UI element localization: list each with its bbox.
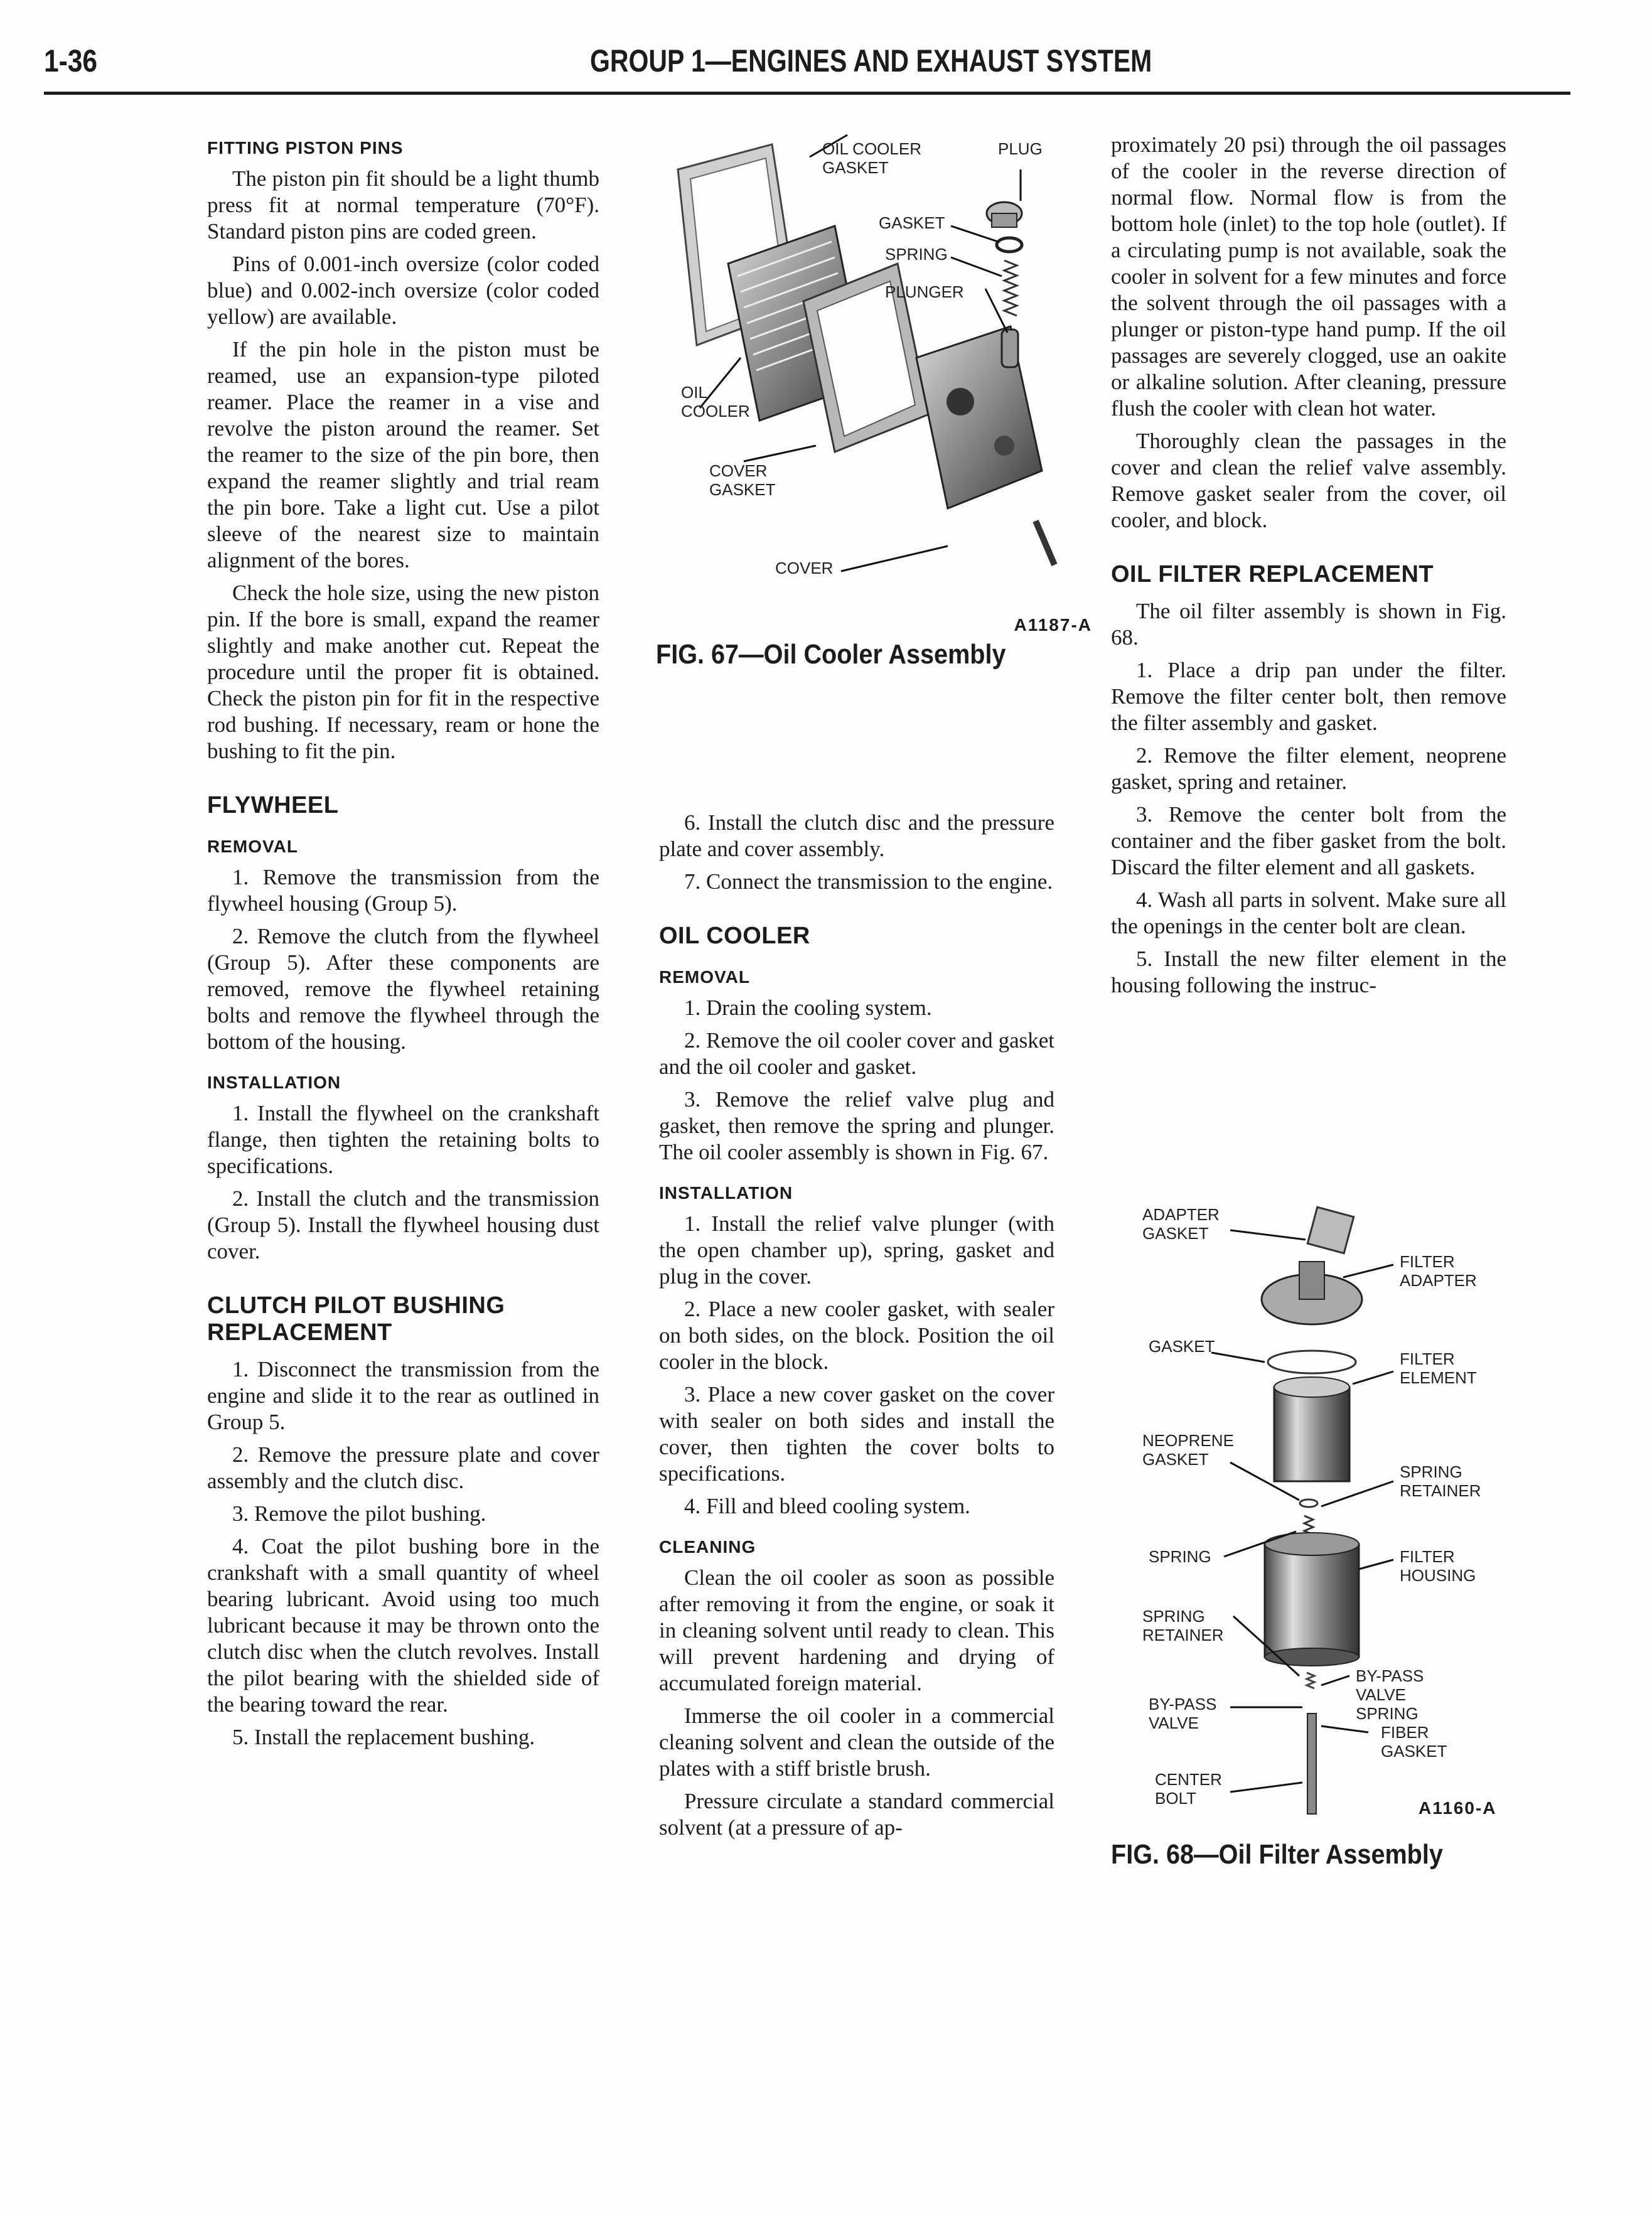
step-item: 2. Install the clutch and the transmission (Group 5). Install the flywheel housing dust cover. — [207, 1186, 599, 1263]
label-neoprene-gasket: NEOPRENE GASKET — [1142, 1431, 1234, 1469]
label-adapter-gasket: ADAPTER GASKET — [1142, 1205, 1220, 1243]
label-gasket: GASKET — [879, 213, 945, 232]
paragraph: Immerse the oil cooler in a commercial cleaning solvent and clean the outside of the plates with a stiff bristle brush. — [659, 1703, 1054, 1781]
paragraph: If the pin hole in the piston must be reamed, use an expansion-type piloted reamer. Place the reamer in a vise and revolve the piston around the reamer. Set the reamer to the size of the pin bore, then expand the reamer slightly and trial ream the pin bore. Take a light cut. Use a pilot sleeve of the nearest size to maintain alignment of the bores. — [207, 337, 599, 572]
heading-removal: REMOVAL — [659, 967, 750, 987]
label-spring: SPRING — [1149, 1547, 1211, 1566]
paragraph: proximately 20 psi) through the oil passages of the cooler in the reverse direction of normal flow. Normal flow is from the bottom hole (inlet) to the top hole (outlet). If a circulating pump is not available, soak the cooler in solvent for a few minutes and force the solvent through the oil passages with a plunger or piston-type hand pump. If the oil passages are severely clogged, use an oakite or alkaline solution. After cleaning, pressure flush the cooler with clean hot water. — [1111, 132, 1506, 421]
spring-part — [1004, 260, 1017, 316]
label-oil-cooler: OIL COOLER — [681, 383, 750, 421]
heading-removal: REMOVAL — [207, 837, 298, 856]
heading-cleaning: CLEANING — [659, 1537, 756, 1557]
figure-67-caption: FIG. 67—Oil Cooler Assembly — [656, 639, 1006, 670]
label-gasket: GASKET — [1149, 1337, 1215, 1356]
plug-part — [987, 202, 1022, 227]
label-plug: PLUG — [998, 139, 1043, 158]
step-item: 2. Remove the filter element, neoprene gasket, spring and retainer. — [1111, 743, 1506, 794]
label-center-bolt: CENTER BOLT — [1155, 1770, 1222, 1808]
filter-adapter-part — [1262, 1262, 1362, 1324]
heading-clutch-pilot-bushing: CLUTCH PILOT BUSHING REPLACEMENT — [207, 1292, 505, 1346]
gasket-ring-part — [997, 238, 1022, 252]
step-item: 2. Remove the pressure plate and cover assembly and the clutch disc. — [207, 1442, 599, 1493]
plunger-part — [1002, 330, 1018, 367]
step-item: 5. Install the new filter element in the housing following the instruc- — [1111, 947, 1506, 997]
step-item: 4. Coat the pilot bushing bore in the crankshaft with a small quantity of wheel bearing lubricant. Avoid using too much lubricant because it may be thrown onto the clutch disc when the clutch revolves. Install the pilot bearing with the shielded side of the bearing toward the rear. — [207, 1534, 599, 1717]
label-spring: SPRING — [885, 245, 948, 264]
paragraph: The oil filter assembly is shown in Fig. 68. — [1111, 599, 1506, 650]
step-item: 2. Place a new cooler gasket, with sealer on both sides, on the block. Position the oil cooler in the block. — [659, 1297, 1054, 1374]
column-3 — [1111, 132, 1506, 1005]
filter-housing-part — [1265, 1533, 1359, 1666]
step-item: 7. Connect the transmission to the engine. — [684, 869, 1053, 894]
page-number: 1-36 — [44, 43, 98, 78]
figure-code: A1160-A — [1419, 1798, 1497, 1818]
step-item: 1. Disconnect the transmission from the engine and slide it to the rear as outlined in Group 5. — [207, 1357, 599, 1434]
neoprene-gasket-part — [1300, 1499, 1317, 1507]
bypass-valve-spring-part — [1307, 1673, 1314, 1688]
gasket-ring-part — [1268, 1351, 1356, 1373]
heading-installation: INSTALLATION — [659, 1183, 793, 1203]
group-title: GROUP 1—ENGINES AND EXHAUST SYSTEM — [590, 43, 1152, 78]
heading-oil-cooler: OIL COOLER — [659, 923, 810, 949]
step-item: 5. Install the replacement bushing. — [232, 1725, 535, 1749]
label-bypass-valve: BY-PASS VALVE — [1149, 1695, 1217, 1732]
column-1 — [207, 132, 599, 1757]
column-2 — [659, 810, 1054, 1847]
step-item: 4. Fill and bleed cooling system. — [684, 1494, 970, 1518]
header-rule — [44, 92, 1570, 95]
step-item: 3. Remove the center bolt from the container and the fiber gasket from the bolt. Discard the filter element and all gaskets. — [1111, 802, 1506, 879]
paragraph: Thoroughly clean the passages in the cover and clean the relief valve assembly. Remove gasket sealer from the cover, oil cooler, and block. — [1111, 429, 1506, 532]
heading-installation: INSTALLATION — [207, 1073, 341, 1092]
label-bypass-valve-spring: BY-PASS VALVE SPRING — [1356, 1666, 1424, 1723]
step-item: 1. Place a drip pan under the filter. Remove the filter center bolt, then remove the filter assembly and gasket. — [1111, 658, 1506, 735]
label-filter-element: FILTER ELEMENT — [1400, 1349, 1477, 1387]
step-item: 3. Remove the pilot bushing. — [232, 1501, 486, 1526]
cover-bolt-part — [1036, 521, 1054, 565]
step-item: 1. Remove the transmission from the flywheel housing (Group 5). — [207, 865, 599, 916]
step-item: 1. Drain the cooling system. — [684, 995, 932, 1020]
step-item: 1. Install the flywheel on the crankshaft flange, then tighten the retaining bolts to specifications. — [207, 1101, 599, 1178]
spring-part — [1304, 1516, 1313, 1535]
paragraph: Pressure circulate a standard commercial solvent (at a pressure of ap- — [659, 1789, 1054, 1840]
label-cover: COVER — [775, 559, 834, 577]
figure-68-caption: FIG. 68—Oil Filter Assembly — [1111, 1839, 1443, 1870]
figure-67 — [653, 119, 1092, 665]
filter-element-part — [1274, 1377, 1349, 1481]
step-item: 6. Install the clutch disc and the pressure plate and cover assembly. — [659, 810, 1054, 861]
adapter-gasket-part — [1307, 1207, 1353, 1253]
heading-flywheel: FLYWHEEL — [207, 792, 339, 818]
label-filter-adapter: FILTER ADAPTER — [1400, 1252, 1477, 1290]
label-plunger: PLUNGER — [885, 282, 964, 301]
paragraph: Check the hole size, using the new piston pin. If the bore is small, expand the reamer slightly and make another cut. Repeat the procedure until the proper fit is obtained. Check the piston pin for fit in the respective rod bushing. If necessary, ream or hone the bushing to fit the pin. — [207, 581, 599, 763]
label-oil-cooler-gasket: OIL COOLER GASKET — [822, 139, 921, 177]
heading-oil-filter-replacement: OIL FILTER REPLACEMENT — [1111, 561, 1434, 587]
step-item: 3. Remove the relief valve plug and gasket, then remove the spring and plunger. The oil cooler assembly is shown in Fig. 67. — [659, 1087, 1054, 1164]
step-item: 1. Install the relief valve plunger (with the open chamber up), spring, gasket and plug in the cover. — [659, 1211, 1054, 1289]
paragraph: The piston pin fit should be a light thumb press fit at normal temperature (70°F). Standard piston pins are coded green. — [207, 166, 599, 244]
label-filter-housing: FILTER HOUSING — [1400, 1547, 1476, 1585]
center-bolt-part — [1307, 1714, 1316, 1814]
step-item: 3. Place a new cover gasket on the cover with sealer on both sides and install the cover, then tighten the cover bolts to specifications. — [659, 1382, 1054, 1486]
paragraph: Pins of 0.001-inch oversize (color coded blue) and 0.002-inch oversize (color coded yellow) are available. — [207, 252, 599, 329]
cover-part — [916, 326, 1042, 508]
label-spring-retainer: SPRING RETAINER — [1142, 1607, 1224, 1644]
figure-code: A1187-A — [1014, 615, 1092, 635]
paragraph: Clean the oil cooler as soon as possible after removing it from the engine, or soak it in cleaning solvent until ready to clean. This will prevent hardening and drying of accumulated foreign material. — [659, 1565, 1054, 1695]
label-cover-gasket: COVER GASKET — [709, 461, 776, 499]
step-item: 4. Wash all parts in solvent. Make sure all the openings in the center bolt are clean. — [1111, 888, 1506, 938]
step-item: 2. Remove the clutch from the flywheel (Group 5). After these components are removed, remove the flywheel retaining bolts and remove the flywheel through the bottom of the housing. — [207, 924, 599, 1054]
figure-68 — [1142, 1193, 1519, 1820]
heading-fitting-piston-pins: FITTING PISTON PINS — [207, 138, 404, 158]
page-header — [44, 38, 1570, 88]
step-item: 2. Remove the oil cooler cover and gasket and the oil cooler and gasket. — [659, 1028, 1054, 1079]
label-spring-retainer: SPRING RETAINER — [1400, 1462, 1481, 1500]
label-fiber-gasket: FIBER GASKET — [1381, 1723, 1447, 1761]
